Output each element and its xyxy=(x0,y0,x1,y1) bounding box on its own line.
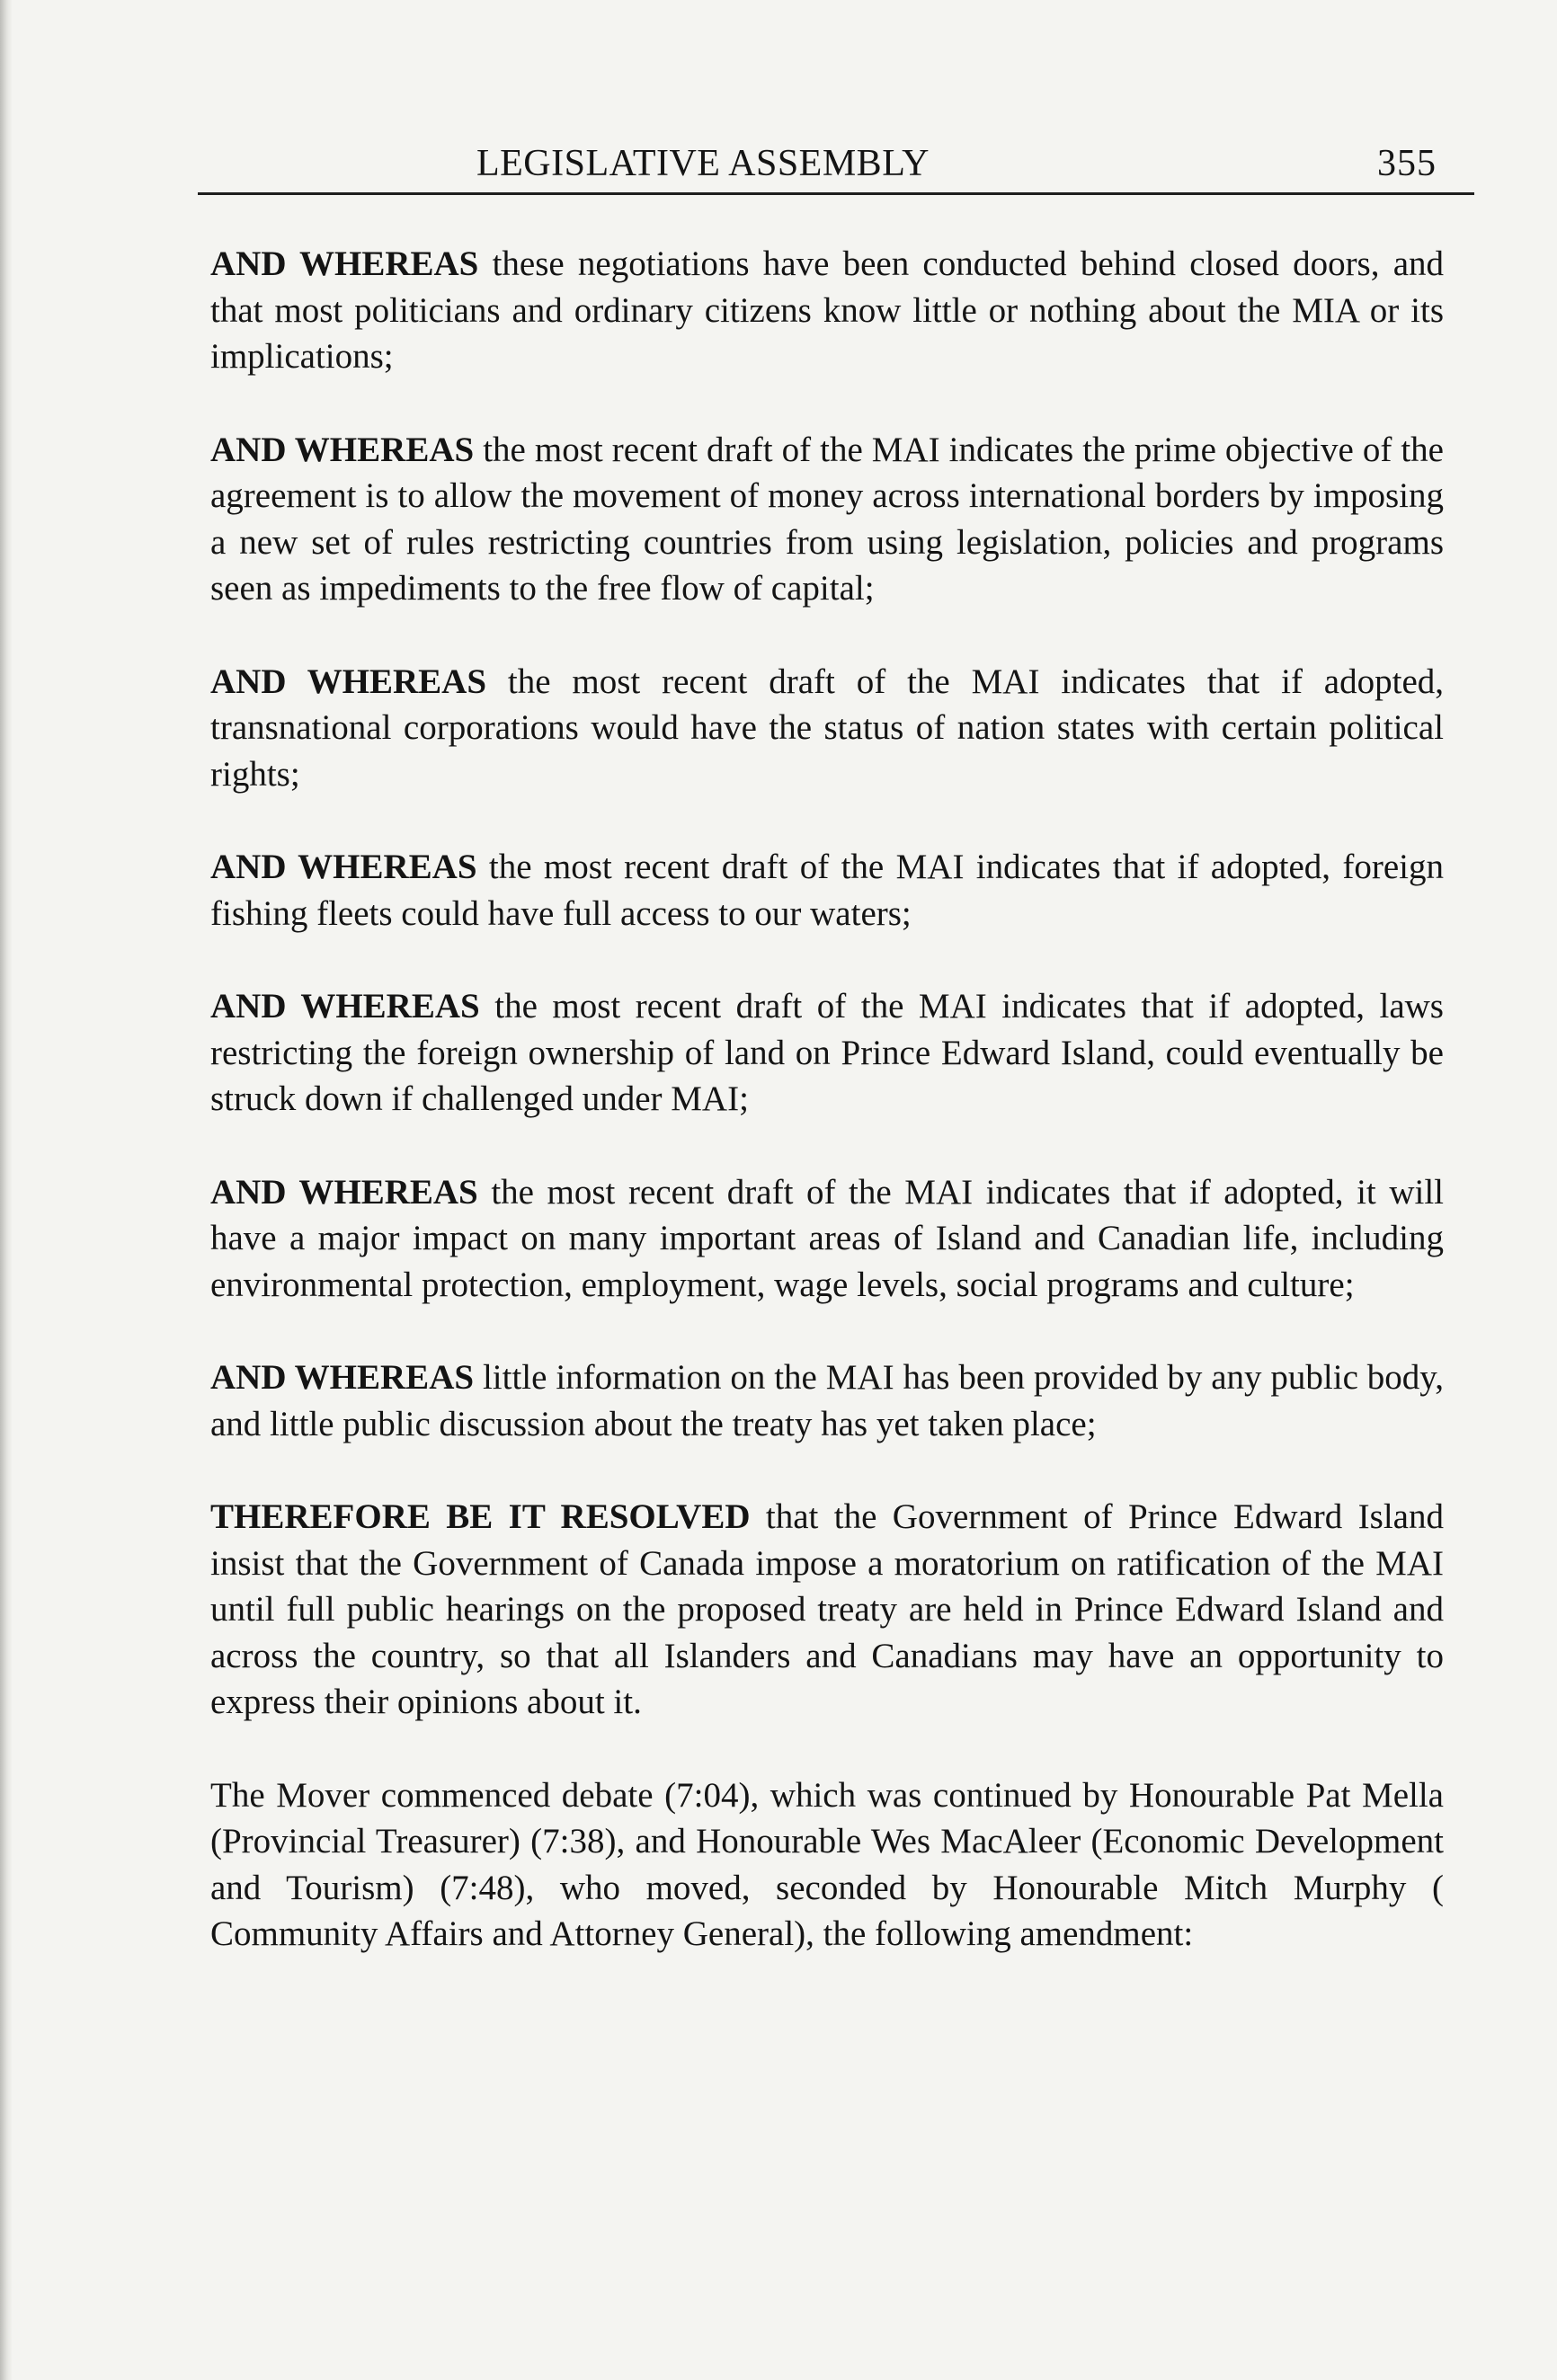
whereas-paragraph xyxy=(210,1169,1444,1309)
header-rule xyxy=(198,192,1474,195)
running-header xyxy=(180,142,1474,192)
document-page xyxy=(180,0,1474,2380)
debate-paragraph xyxy=(210,1772,1444,1958)
paragraph-lead: AND WHEREAS xyxy=(210,430,475,469)
paragraph-lead: AND WHEREAS xyxy=(210,244,479,283)
whereas-paragraph xyxy=(210,241,1444,380)
whereas-paragraph xyxy=(210,983,1444,1123)
paragraph-lead: AND WHEREAS xyxy=(210,1172,478,1212)
page-number: 355 xyxy=(1377,143,1437,184)
resolution-paragraph xyxy=(210,1494,1444,1726)
binding-shadow xyxy=(0,0,13,2380)
paragraph-text: the most recent draft of the MAI indicates that if adopted, transnational corporations would have the status of nation states with certain political rights; xyxy=(210,662,1445,794)
paragraph-text: the most recent draft of the MAI indicates the prime objective of the agreement is to allow the movement of money across international borders by imposing a new set of rules restricting countries from using legislation, policies and programs seen as impediments to the free flow of capital; xyxy=(210,430,1444,608)
paragraph-lead: AND WHEREAS xyxy=(210,987,480,1026)
whereas-paragraph xyxy=(210,1354,1444,1447)
paragraph-text: the most recent draft of the MAI indicates that if adopted, laws restricting the foreign ownership of land on Prince Edward Island, could eventually be struck down if challenged under MAI; xyxy=(210,987,1444,1118)
paragraph-lead: AND WHEREAS xyxy=(210,848,477,886)
paragraph-text: the most recent draft of the MAI indicates that if adopted, foreign fishing fleets could have full access to our waters; xyxy=(210,848,1445,933)
paragraph-lead: AND WHEREAS xyxy=(210,1358,475,1397)
whereas-paragraph xyxy=(210,659,1444,798)
whereas-paragraph xyxy=(210,844,1444,937)
whereas-paragraph xyxy=(210,427,1444,612)
paragraph-lead: THEREFORE BE IT RESOLVED xyxy=(210,1497,751,1536)
paragraph-lead: AND WHEREAS xyxy=(210,662,487,701)
paragraph-text: little information on the MAI has been provided by any public body, and little public discussion about the treaty has yet taken place; xyxy=(210,1358,1445,1443)
body-text xyxy=(210,241,1444,2004)
paragraph-text: the most recent draft of the MAI indicates that if adopted, it will have a major impact on many important areas of Island and Canadian life, including environmental protection, employment, wage levels, social programs and culture; xyxy=(210,1172,1445,1304)
header-title: LEGISLATIVE ASSEMBLY xyxy=(476,143,930,184)
paragraph-text: The Mover commenced debate (7:04), which was continued by Honourable Pat Mella (Provincial Treasurer) (7:38), and Honourable Wes MacAleer (Economic Development and Tourism) (7:48), who moved, seconded by Honourable Mitch Murphy ( Community Affairs and Attorney General), the following amendment: xyxy=(210,1775,1444,1953)
paragraph-text: that the Government of Prince Edward Island insist that the Government of Canada impose a moratorium on ratification of the MAI until full public hearings on the proposed treaty are held in Prince Edward Island and across the country, so that all Islanders and Canadians may have an opportunity to express their opinions about it. xyxy=(210,1497,1444,1721)
paragraph-text: these negotiations have been conducted behind closed doors, and that most politicians and ordinary citizens know little or nothing about the MIA or its implications; xyxy=(210,244,1444,376)
